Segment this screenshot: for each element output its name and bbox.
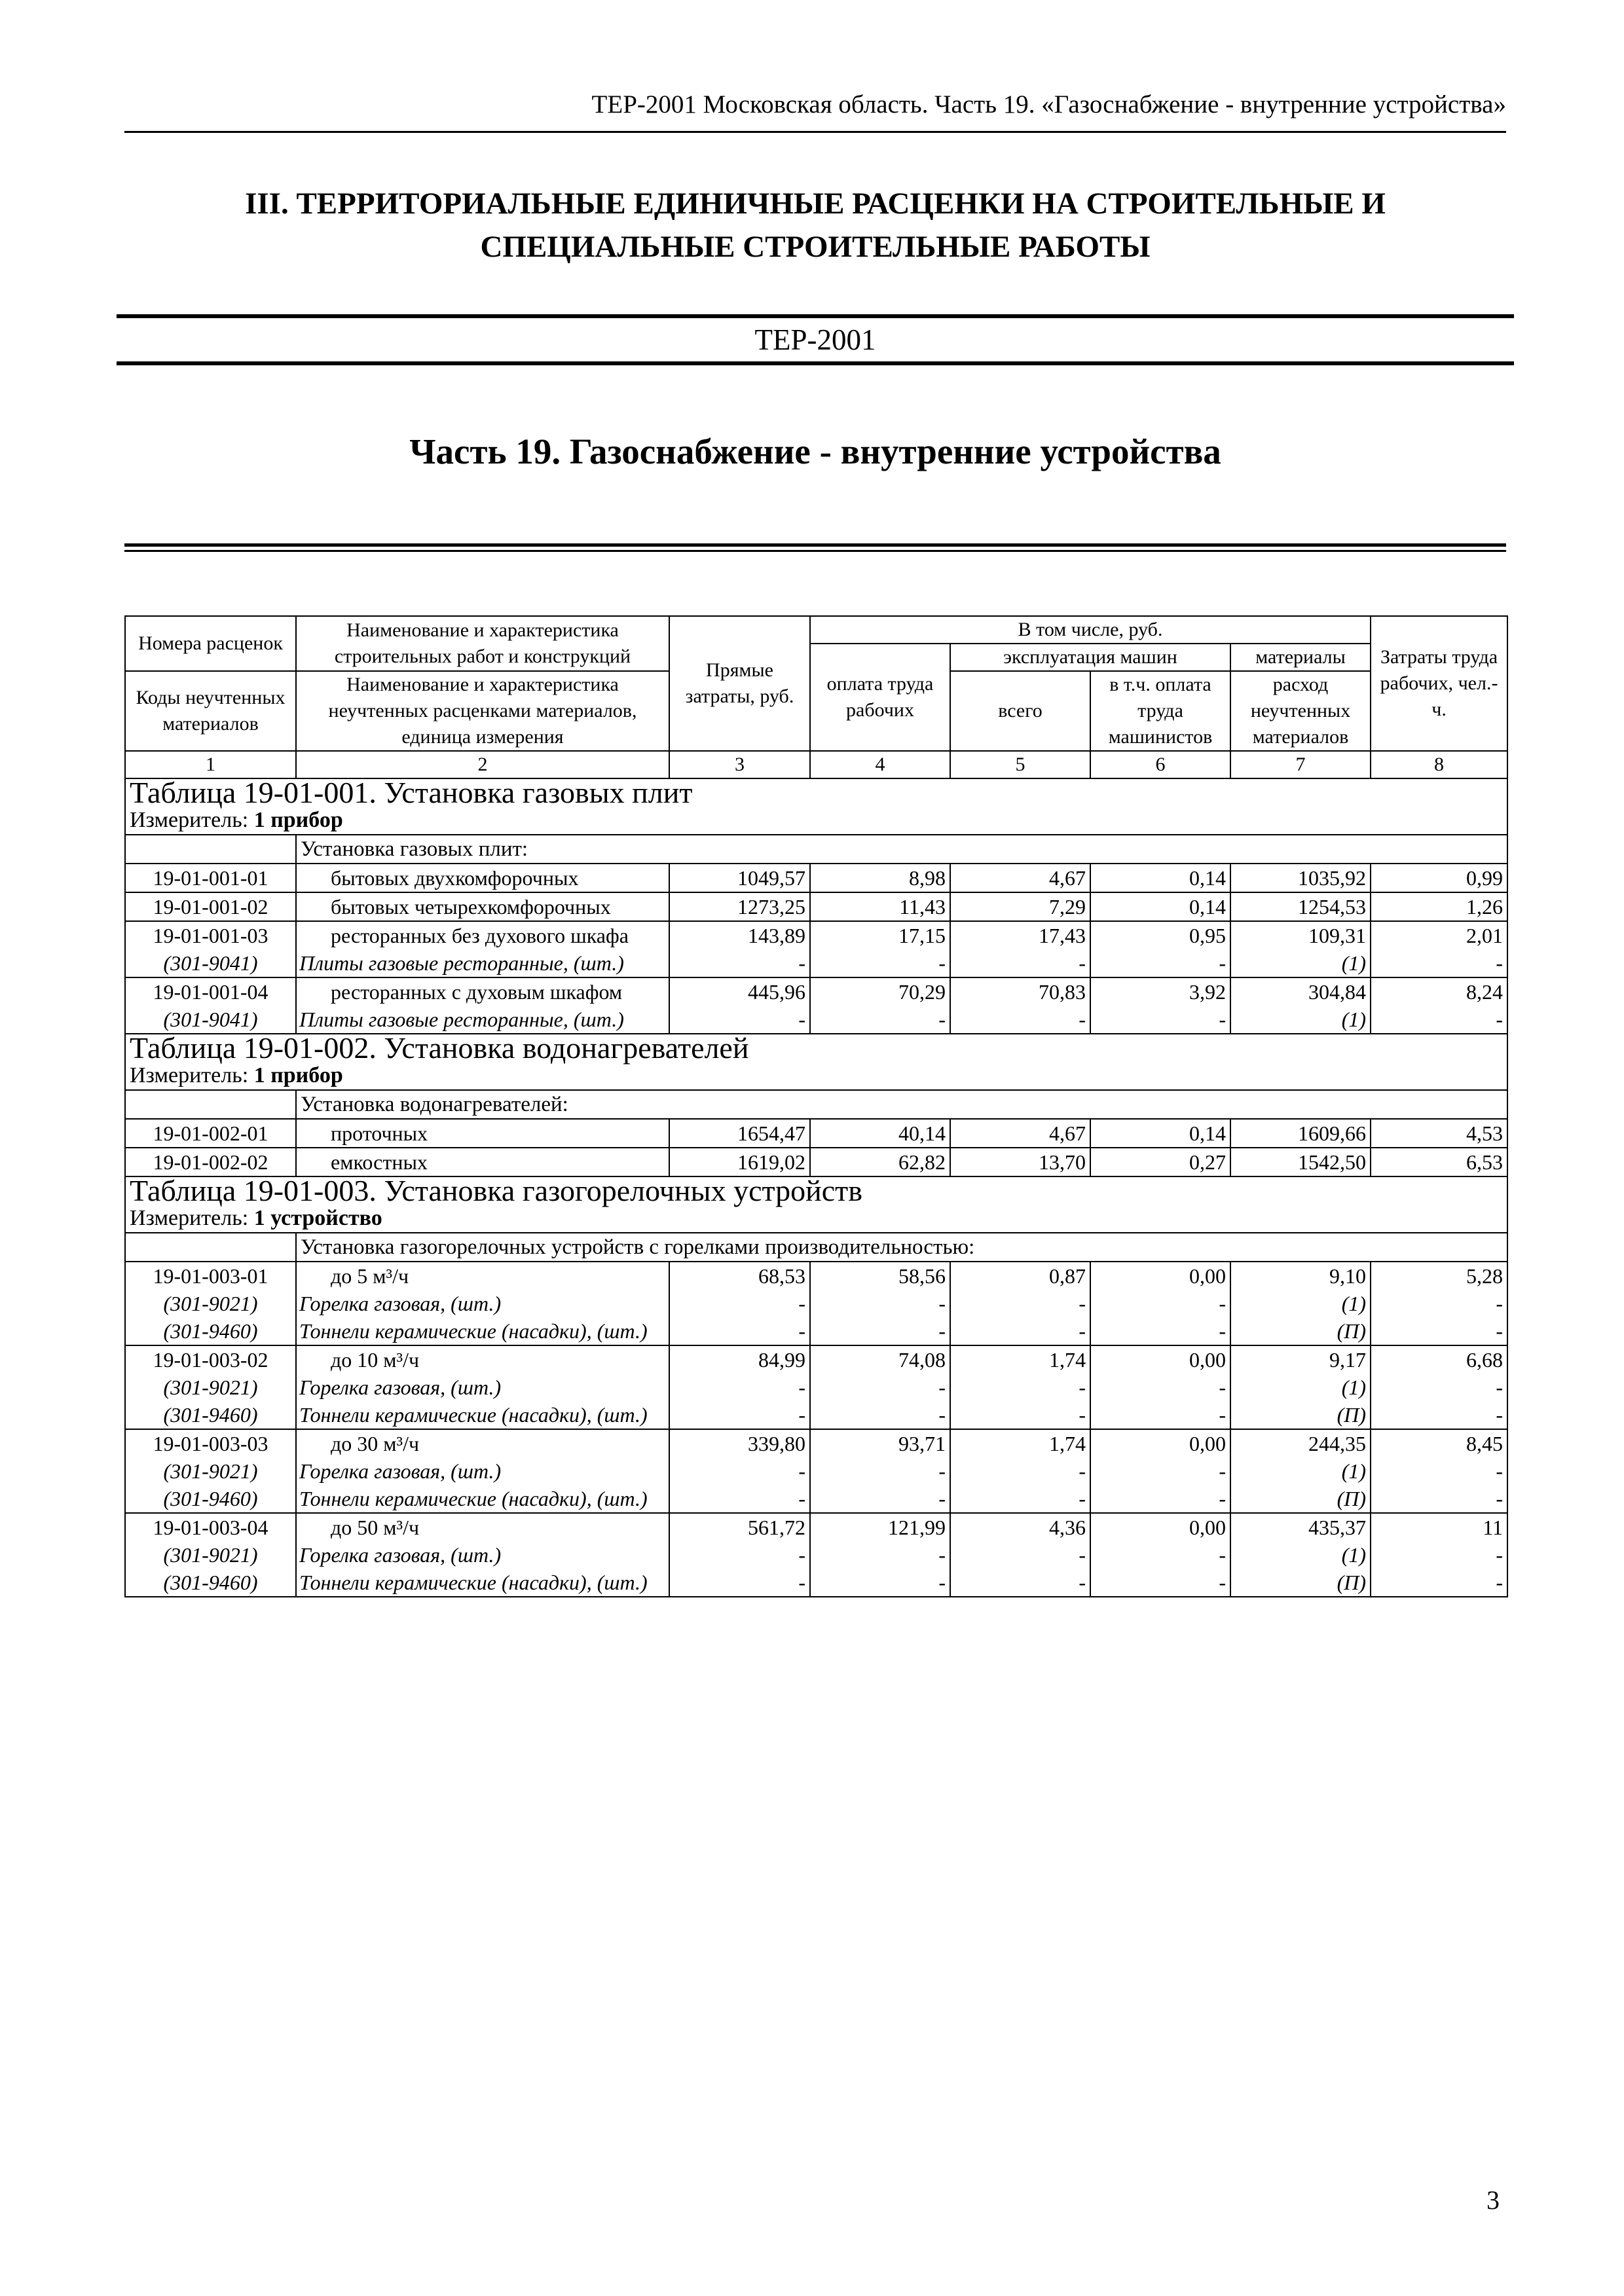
rate-name: до 10 м³/ч (296, 1345, 669, 1374)
section-title-line-1: III. ТЕРРИТОРИАЛЬНЫЕ ЕДИНИЧНЫЕ РАСЦЕНКИ НА СТРОИТЕЛЬНЫЕ И (245, 187, 1386, 221)
meter-value: 1 прибор (253, 1063, 343, 1087)
rate-value: 4,36 (950, 1513, 1090, 1541)
rate-value: 0,14 (1090, 1119, 1230, 1148)
section-title (124, 182, 1506, 268)
meter-label: Измеритель: (130, 1063, 254, 1087)
part-title: Часть 19. Газоснабжение - внутренние устройства (409, 431, 1221, 471)
ter-rule-top (117, 314, 1514, 318)
rate-value: 0,00 (1090, 1262, 1230, 1290)
rate-value: 0,95 (1090, 921, 1230, 949)
material-name: Плиты газовые ресторанные, (шт.) (296, 1006, 669, 1034)
material-code: (301-9021) (125, 1541, 296, 1569)
rate-value: 4,53 (1371, 1119, 1507, 1148)
rate-value: 70,29 (810, 977, 950, 1006)
material-value: - (1371, 1569, 1507, 1597)
col-materials-header: материалы (1230, 644, 1371, 671)
material-value: (П) (1230, 1401, 1371, 1429)
material-value: (1) (1230, 1006, 1371, 1034)
rate-value: 244,35 (1230, 1429, 1371, 1457)
material-value: - (810, 1317, 950, 1345)
column-number: 5 (950, 751, 1090, 778)
rate-code: 19-01-002-02 (125, 1148, 296, 1176)
group-row (125, 1233, 1507, 1262)
material-value: - (810, 1569, 950, 1597)
material-name: Горелка газовая, (шт.) (296, 1541, 669, 1569)
table-section-heading (125, 1176, 1507, 1205)
group-row (125, 835, 1507, 864)
rate-value: 9,10 (1230, 1262, 1371, 1290)
material-name: Горелка газовая, (шт.) (296, 1290, 669, 1317)
rate-value: 1035,92 (1230, 864, 1371, 892)
part-rule (124, 543, 1506, 552)
material-value: - (810, 1485, 950, 1513)
column-number: 3 (669, 751, 810, 778)
material-value: - (1371, 1457, 1507, 1485)
material-value: - (1090, 1317, 1230, 1345)
col-labor-pay-header: оплата труда рабочих (810, 644, 950, 751)
material-value: - (669, 1569, 810, 1597)
material-row (125, 1485, 1507, 1513)
table-section-title: Таблица 19-01-003. Установка газогорелочных устройств (125, 1176, 1507, 1205)
table-row (125, 1148, 1507, 1176)
material-value: - (1371, 1541, 1507, 1569)
material-value: - (669, 1541, 810, 1569)
header-rule (124, 131, 1506, 133)
meter-value: 1 устройство (253, 1206, 382, 1230)
rate-value: 9,17 (1230, 1345, 1371, 1374)
rate-value: 121,99 (810, 1513, 950, 1541)
meter-row (125, 1062, 1507, 1090)
col-including-header: В том числе, руб. (810, 616, 1371, 644)
table-row (125, 1345, 1507, 1374)
meter-cell (125, 807, 1507, 835)
material-value: - (669, 1006, 810, 1034)
material-value: - (950, 1374, 1090, 1401)
material-value: - (1371, 1485, 1507, 1513)
column-number: 2 (296, 751, 669, 778)
rate-code: 19-01-002-01 (125, 1119, 296, 1148)
material-value: - (1090, 1374, 1230, 1401)
material-value: - (1090, 1006, 1230, 1034)
material-row (125, 1541, 1507, 1569)
material-code: (301-9041) (125, 1006, 296, 1034)
rate-value: 0,14 (1090, 864, 1230, 892)
rate-value: 8,24 (1371, 977, 1507, 1006)
table-section-heading (125, 1034, 1507, 1062)
rate-value: 0,27 (1090, 1148, 1230, 1176)
rate-value: 62,82 (810, 1148, 950, 1176)
rate-value: 2,01 (1371, 921, 1507, 949)
material-value: - (1090, 1485, 1230, 1513)
rate-value: 0,00 (1090, 1513, 1230, 1541)
rate-name: до 30 м³/ч (296, 1429, 669, 1457)
material-row (125, 1457, 1507, 1485)
group-title: Установка газовых плит: (296, 835, 1507, 864)
material-value: - (950, 1290, 1090, 1317)
rate-value: 70,83 (950, 977, 1090, 1006)
material-value: - (950, 1485, 1090, 1513)
material-value: (1) (1230, 1290, 1371, 1317)
col-materials-unaccounted-header: расход неучтенных материалов (1230, 671, 1371, 751)
rate-value: 0,00 (1090, 1429, 1230, 1457)
material-value: - (669, 1374, 810, 1401)
material-value: - (669, 1317, 810, 1345)
col-unaccounted-names-header: Наименование и характеристика неучтенных расценками материалов, единица измерения (296, 671, 669, 751)
rate-code: 19-01-001-04 (125, 977, 296, 1006)
material-value: - (810, 1401, 950, 1429)
rate-code: 19-01-003-01 (125, 1262, 296, 1290)
rate-value: 13,70 (950, 1148, 1090, 1176)
material-value: - (810, 1374, 950, 1401)
rate-value: 339,80 (669, 1429, 810, 1457)
rate-name: проточных (296, 1119, 669, 1148)
material-value: - (950, 1457, 1090, 1485)
col-machines-total-header: всего (950, 671, 1090, 751)
material-value: - (810, 1541, 950, 1569)
rate-value: 5,28 (1371, 1262, 1507, 1290)
rate-value: 11,43 (810, 892, 950, 921)
section-title-line-2: СПЕЦИАЛЬНЫЕ СТРОИТЕЛЬНЫЕ РАБОТЫ (480, 230, 1151, 264)
rate-value: 6,53 (1371, 1148, 1507, 1176)
material-name: Тоннели керамические (насадки), (шт.) (296, 1317, 669, 1345)
rate-value: 0,87 (950, 1262, 1090, 1290)
material-value: - (1090, 1457, 1230, 1485)
material-value: - (1090, 1401, 1230, 1429)
rate-name: ресторанных без духового шкафа (296, 921, 669, 949)
rate-code: 19-01-003-03 (125, 1429, 296, 1457)
rate-value: 11 (1371, 1513, 1507, 1541)
rate-value: 8,45 (1371, 1429, 1507, 1457)
rate-name: емкостных (296, 1148, 669, 1176)
material-value: - (950, 949, 1090, 977)
meter-label: Измеритель: (130, 1206, 254, 1230)
rate-value: 1619,02 (669, 1148, 810, 1176)
material-value: - (1090, 1569, 1230, 1597)
meter-cell (125, 1062, 1507, 1090)
material-code: (301-9460) (125, 1569, 296, 1597)
table-section-title: Таблица 19-01-002. Установка водонагревателей (125, 1034, 1507, 1062)
material-value: - (1371, 1290, 1507, 1317)
material-code: (301-9041) (125, 949, 296, 977)
rate-value: 17,43 (950, 921, 1090, 949)
rate-value: 17,15 (810, 921, 950, 949)
column-number: 1 (125, 751, 296, 778)
rate-value: 93,71 (810, 1429, 950, 1457)
col-machines-header: эксплуатация машин (950, 644, 1230, 671)
table-section-heading (125, 778, 1507, 807)
rate-name: бытовых двухкомфорочных (296, 864, 669, 892)
rate-code: 19-01-003-02 (125, 1345, 296, 1374)
material-value: - (950, 1317, 1090, 1345)
rate-name: ресторанных с духовым шкафом (296, 977, 669, 1006)
rate-name: до 5 м³/ч (296, 1262, 669, 1290)
table-row (125, 977, 1507, 1006)
material-value: - (669, 949, 810, 977)
rate-value: 4,67 (950, 864, 1090, 892)
column-number: 8 (1371, 751, 1507, 778)
table-row (125, 1429, 1507, 1457)
table-row (125, 1513, 1507, 1541)
column-numbers-row (125, 751, 1507, 778)
rate-value: 58,56 (810, 1262, 950, 1290)
group-title: Установка газогорелочных устройств с горелками производительностью: (296, 1233, 1507, 1262)
material-value: - (950, 1569, 1090, 1597)
rate-value: 445,96 (669, 977, 810, 1006)
meter-label: Измеритель: (130, 808, 254, 832)
rate-value: 1049,57 (669, 864, 810, 892)
material-value: (1) (1230, 1541, 1371, 1569)
material-row (125, 1374, 1507, 1401)
running-header: ТЕР-2001 Московская область. Часть 19. «Газоснабжение - внутренние устройства» (591, 90, 1506, 118)
material-value: - (810, 949, 950, 977)
material-value: - (1371, 1401, 1507, 1429)
material-value: - (1371, 1006, 1507, 1034)
table-row (125, 1119, 1507, 1148)
meter-row (125, 807, 1507, 835)
material-name: Горелка газовая, (шт.) (296, 1374, 669, 1401)
material-value: - (1090, 949, 1230, 977)
material-row (125, 1317, 1507, 1345)
rate-code: 19-01-001-03 (125, 921, 296, 949)
material-value: - (669, 1457, 810, 1485)
table-row (125, 892, 1507, 921)
rate-value: 74,08 (810, 1345, 950, 1374)
material-value: - (810, 1457, 950, 1485)
col-work-name-header: Наименование и характеристика строительных работ и конструкций (296, 616, 669, 671)
table-body (125, 778, 1507, 1597)
col-rate-numbers-header: Номера расценок (125, 616, 296, 671)
material-value: (1) (1230, 949, 1371, 977)
rate-value: 1542,50 (1230, 1148, 1371, 1176)
rate-value: 0,14 (1090, 892, 1230, 921)
col-unaccounted-codes-header: Коды неучтенных материалов (125, 671, 296, 751)
meter-cell (125, 1205, 1507, 1233)
col-machinist-pay-header: в т.ч. оплата труда машинистов (1090, 671, 1230, 751)
rate-value: 8,98 (810, 864, 950, 892)
rate-value: 6,68 (1371, 1345, 1507, 1374)
group-code-cell (125, 1233, 296, 1262)
material-value: (П) (1230, 1317, 1371, 1345)
material-code: (301-9460) (125, 1401, 296, 1429)
table-header (125, 616, 1507, 778)
group-row (125, 1090, 1507, 1119)
rate-code: 19-01-001-01 (125, 864, 296, 892)
rate-value: 143,89 (669, 921, 810, 949)
material-value: - (810, 1290, 950, 1317)
rate-value: 304,84 (1230, 977, 1371, 1006)
rate-value: 1273,25 (669, 892, 810, 921)
material-value: - (1090, 1290, 1230, 1317)
group-code-cell (125, 835, 296, 864)
material-value: - (1371, 1374, 1507, 1401)
rate-value: 7,29 (950, 892, 1090, 921)
material-value: (П) (1230, 1485, 1371, 1513)
meter-value: 1 прибор (253, 808, 343, 832)
material-row (125, 949, 1507, 977)
table-row (125, 864, 1507, 892)
material-value: (1) (1230, 1374, 1371, 1401)
group-code-cell (125, 1090, 296, 1119)
meter-row (125, 1205, 1507, 1233)
material-value: - (1090, 1541, 1230, 1569)
rate-value: 1,74 (950, 1429, 1090, 1457)
table-row (125, 921, 1507, 949)
material-row (125, 1290, 1507, 1317)
rate-value: 1,26 (1371, 892, 1507, 921)
rate-code: 19-01-003-04 (125, 1513, 296, 1541)
rate-value: 84,99 (669, 1345, 810, 1374)
column-number: 4 (810, 751, 950, 778)
col-direct-costs-header: Прямые затраты, руб. (669, 616, 810, 751)
rate-code: 19-01-001-02 (125, 892, 296, 921)
price-table (124, 615, 1508, 1597)
rate-value: 0,99 (1371, 864, 1507, 892)
page-number: 3 (1486, 2185, 1500, 2215)
material-name: Плиты газовые ресторанные, (шт.) (296, 949, 669, 977)
material-name: Тоннели керамические (насадки), (шт.) (296, 1569, 669, 1597)
rate-value: 1609,66 (1230, 1119, 1371, 1148)
material-row (125, 1401, 1507, 1429)
material-value: - (810, 1006, 950, 1034)
rate-name: бытовых четырехкомфорочных (296, 892, 669, 921)
rate-value: 435,37 (1230, 1513, 1371, 1541)
col-labor-cost-header: Затраты труда рабочих, чел.-ч. (1371, 616, 1507, 751)
material-code: (301-9460) (125, 1485, 296, 1513)
ter-rule-bottom (117, 361, 1514, 365)
material-name: Горелка газовая, (шт.) (296, 1457, 669, 1485)
material-code: (301-9460) (125, 1317, 296, 1345)
material-name: Тоннели керамические (насадки), (шт.) (296, 1485, 669, 1513)
material-row (125, 1569, 1507, 1597)
rate-value: 40,14 (810, 1119, 950, 1148)
material-code: (301-9021) (125, 1457, 296, 1485)
material-name: Тоннели керамические (насадки), (шт.) (296, 1401, 669, 1429)
rate-value: 1254,53 (1230, 892, 1371, 921)
material-value: (П) (1230, 1569, 1371, 1597)
rate-name: до 50 м³/ч (296, 1513, 669, 1541)
column-number: 6 (1090, 751, 1230, 778)
rate-value: 0,00 (1090, 1345, 1230, 1374)
material-value: - (1371, 949, 1507, 977)
material-value: - (669, 1401, 810, 1429)
rate-value: 1,74 (950, 1345, 1090, 1374)
material-value: - (950, 1401, 1090, 1429)
rate-value: 4,67 (950, 1119, 1090, 1148)
rate-value: 1654,47 (669, 1119, 810, 1148)
column-number: 7 (1230, 751, 1371, 778)
material-value: - (669, 1485, 810, 1513)
table-row (125, 1262, 1507, 1290)
material-value: (1) (1230, 1457, 1371, 1485)
ter-label: ТЕР-2001 (754, 323, 876, 356)
table-section-title: Таблица 19-01-001. Установка газовых плит (125, 778, 1507, 807)
material-value: - (950, 1541, 1090, 1569)
group-title: Установка водонагревателей: (296, 1090, 1507, 1119)
material-code: (301-9021) (125, 1290, 296, 1317)
rate-value: 3,92 (1090, 977, 1230, 1006)
rate-value: 68,53 (669, 1262, 810, 1290)
material-value: - (1371, 1317, 1507, 1345)
material-value: - (950, 1006, 1090, 1034)
material-code: (301-9021) (125, 1374, 296, 1401)
material-value: - (669, 1290, 810, 1317)
material-row (125, 1006, 1507, 1034)
rate-value: 109,31 (1230, 921, 1371, 949)
rate-value: 561,72 (669, 1513, 810, 1541)
